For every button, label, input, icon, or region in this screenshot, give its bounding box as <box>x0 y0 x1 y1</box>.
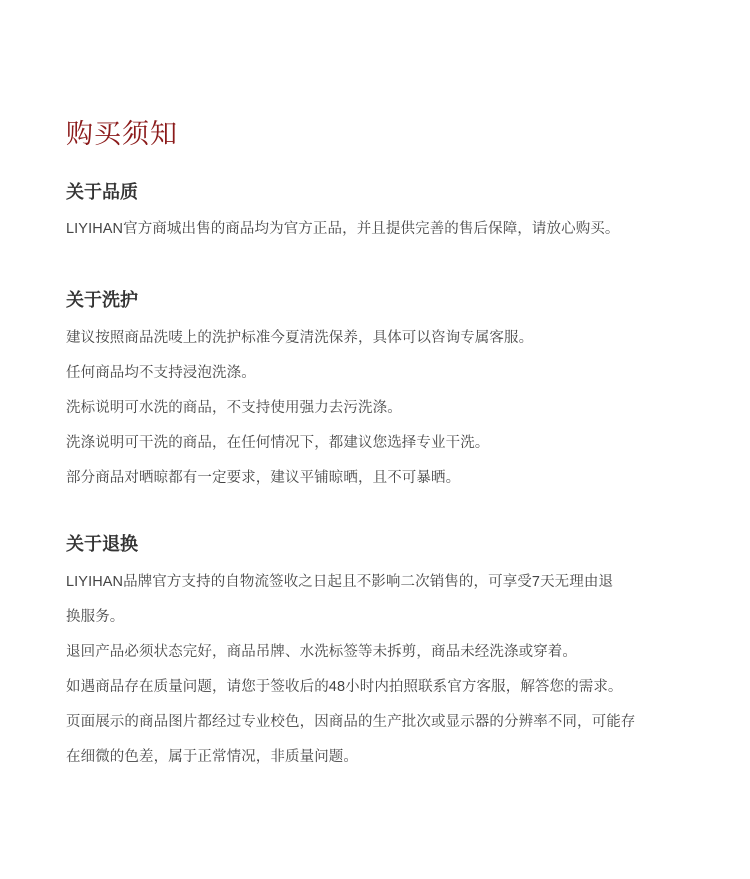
section-paragraph: 页面展示的商品图片都经过专业校色，因商品的生产批次或显示器的分辨率不同，可能存 <box>66 714 636 730</box>
page-title: 购买须知 <box>66 119 178 149</box>
section-washing <box>66 288 706 487</box>
section-paragraph: 建议按照商品洗唛上的洗护标准今夏清洗保养，具体可以咨询专属客服。 <box>66 330 534 346</box>
section-paragraph: 如遇商品存在质量问题，请您于签收后的48小时内拍照联系官方客服，解答您的需求。 <box>66 679 623 695</box>
section-heading: 关于洗护 <box>66 290 138 310</box>
section-paragraph: 任何商品均不支持浸泡洗涤。 <box>66 365 256 381</box>
section-paragraph: 退回产品必须状态完好，商品吊牌、水洗标签等未拆剪，商品未经洗涤或穿着。 <box>66 644 577 660</box>
section-exchange <box>66 532 706 766</box>
section-heading: 关于退换 <box>66 534 138 554</box>
section-quality <box>66 180 706 238</box>
section-heading: 关于品质 <box>66 182 138 202</box>
section-paragraph: 洗涤说明可干洗的商品，在任何情况下，都建议您选择专业干洗。 <box>66 435 490 451</box>
section-paragraph: LIYIHAN官方商城出售的商品均为官方正品，并且提供完善的售后保障，请放心购买。 <box>66 221 620 237</box>
section-paragraph: 部分商品对晒晾都有一定要求，建议平铺晾晒，且不可暴晒。 <box>66 470 461 486</box>
section-paragraph: 在细微的色差，属于正常情况，非质量问题。 <box>66 749 358 765</box>
section-paragraph: LIYIHAN品牌官方支持的自物流签收之日起且不影响二次销售的，可享受7天无理由退 <box>66 574 614 590</box>
section-paragraph: 洗标说明可水洗的商品，不支持使用强力去污洗涤。 <box>66 400 402 416</box>
section-paragraph: 换服务。 <box>66 609 125 625</box>
